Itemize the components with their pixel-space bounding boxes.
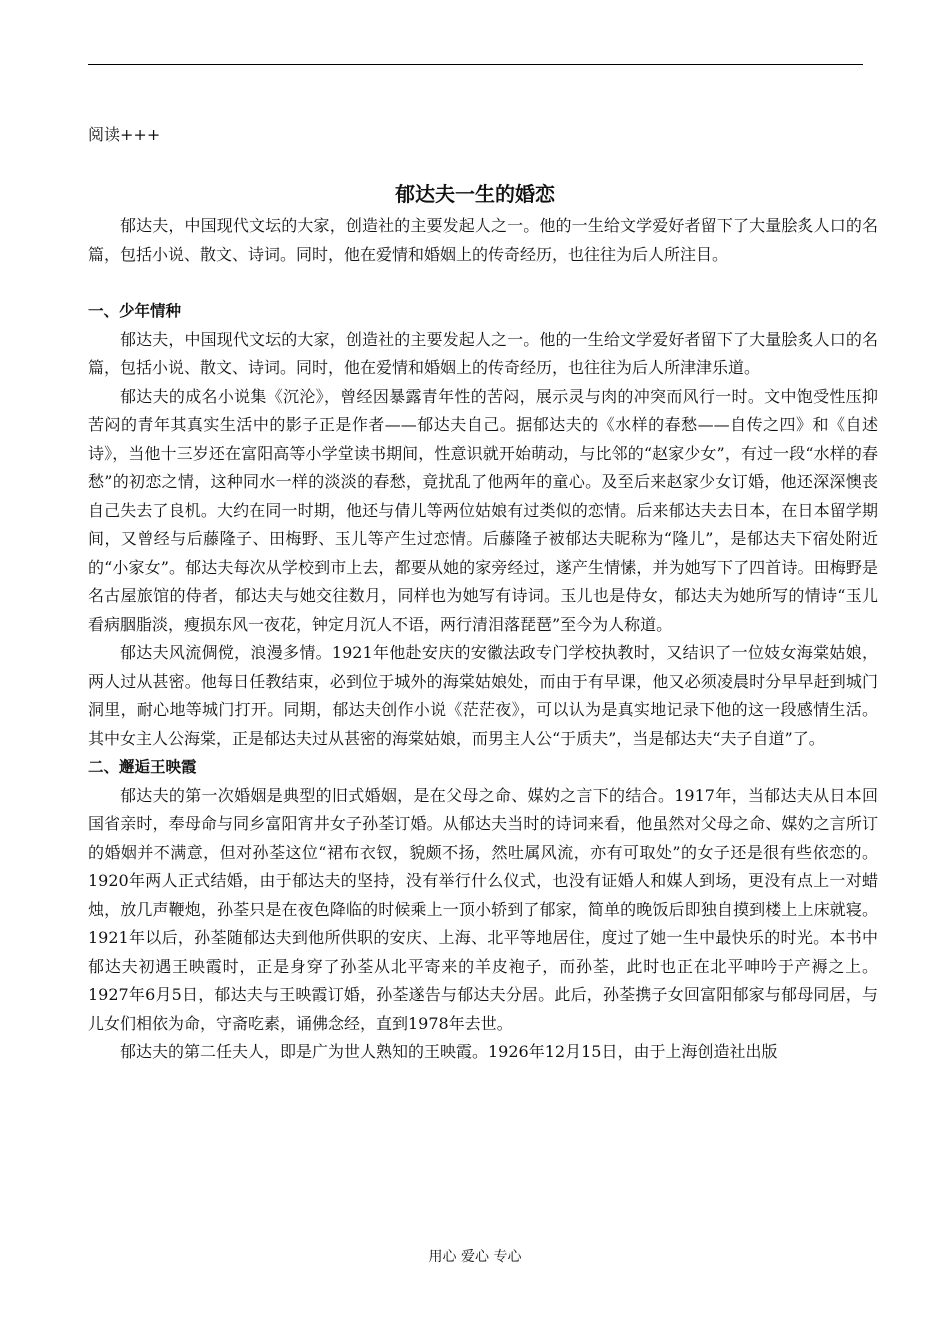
- intro-paragraph: 郁达夫，中国现代文坛的大家，创造社的主要发起人之一。他的一生给文学爱好者留下了大量脍炙人口的名篇，包括小说、散文、诗词。同时，他在爱情和婚姻上的传奇经历，也往往为后人所注目。: [88, 216, 878, 264]
- paragraph-gap: [88, 269, 878, 297]
- section2-paragraph-1: 郁达夫的第一次婚姻是典型的旧式婚姻，是在父母之命、媒妁之言下的结合。1917年，当郁达夫从日本回国省亲时，奉母命与同乡富阳宵井女子孙荃订婚。从郁达夫当时的诗词来看，他虽然对父母之命、媒妁之言所订的婚姻并不满意，但对孙荃这位“裙布衣钗，貌颇不扬，然吐属风流，亦有可取处”的女子还是很有些依恋的。1920年两人正式结婚，由于郁达夫的坚持，没有举行什么仪式，也没有证婚人和媒人到场，更没有点上一对蜡烛，放几声鞭炮，孙荃只是在夜色降临的时候乘上一顶小轿到了郁家，简单的晚饭后即独自摸到楼上上床就寝。1921年以后，孙荃随郁达夫到他所供职的安庆、上海、北平等地居住，度过了她一生中最快乐的时光。本书中郁达夫初遇王映霞时，正是身穿了孙荃从北平寄来的羊皮袍子，而孙荃，此时也正在北平呻吟于产褥之上。1927年6月5日，郁达夫与王映霞订婚，孙荃遂告与郁达夫分居。此后，孙荃携子女回富阳郁家与郁母同居，与儿女们相依为命，守斋吃素，诵佛念经，直到1978年去世。: [88, 785, 878, 1033]
- section2-paragraph-2: 郁达夫的第二任夫人，即是广为世人熟知的王映霞。1926年12月15日，由于上海创造社出版: [120, 1042, 778, 1061]
- header-rule: [88, 64, 863, 65]
- section1-paragraph-2: 郁达夫的成名小说集《沉沦》，曾经因暴露青年性的苦闷，展示灵与肉的冲突而风行一时。文中饱受性压抑苦闷的青年其真实生活中的影子正是作者——郁达夫自己。据郁达夫的《水样的春愁——自传之四》和《自述诗》，当他十三岁还在富阳高等小学堂读书期间，性意识就开始萌动，与比邻的“赵家少女”，有过一段“水样的春愁”的初恋之情，这种同水一样的淡淡的春愁，竟扰乱了他两年的童心。及至后来赵家少女订婚，他还深深懊丧自己失去了良机。大约在同一时期，他还与倩儿等两位姑娘有过类似的恋情。后来郁达夫去日本，在日本留学期间，又曾经与后藤隆子、田梅野、玉儿等产生过恋情。后藤隆子被郁达夫昵称为“隆儿”，是郁达夫下宿处附近的“小家女”。郁达夫每次从学校到市上去，都要从她的家旁经过，遂产生情愫，并为她写下了四首诗。田梅野是名古屋旅馆的侍者，郁达夫与她交往数月，同样也为她写有诗词。玉儿也是侍女，郁达夫为她所写的情诗“玉儿看病胭脂淡，瘦损东风一夜花，钟定月沉人不语，两行清泪落琵琶”至今为人称道。: [88, 386, 878, 634]
- section-heading-2: 二、邂逅王映霞: [88, 758, 197, 776]
- page-footer: 用心 爱心 专心: [428, 1249, 522, 1265]
- article-body: [88, 212, 878, 1067]
- section1-paragraph-3: 郁达夫风流倜傥，浪漫多情。1921年他赴安庆的安徽法政专门学校执教时，又结识了一位妓女海棠姑娘，两人过从甚密。他每日任教结束，必到位于城外的海棠姑娘处，而由于有早课，他又必须凌晨时分早早赶到城门洞里，耐心地等城门打开。同期，郁达夫创作小说《茫茫夜》，可以认为是真实地记录下他的这一段感情生活。其中女主人公海棠，正是郁达夫过从甚密的海棠姑娘，而男主人公“于质夫”，当是郁达夫“夫子自道”了。: [88, 643, 878, 748]
- article-title: 郁达夫一生的婚恋: [395, 182, 555, 206]
- section1-paragraph-1: 郁达夫，中国现代文坛的大家，创造社的主要发起人之一。他的一生给文学爱好者留下了大量脍炙人口的名篇，包括小说、散文、诗词。同时，他在爱情和婚姻上的传奇经历，也往往为后人所津津乐道。: [88, 329, 878, 377]
- section-heading-1: 一、少年情种: [88, 302, 182, 320]
- section-label: 阅读+++: [88, 125, 161, 144]
